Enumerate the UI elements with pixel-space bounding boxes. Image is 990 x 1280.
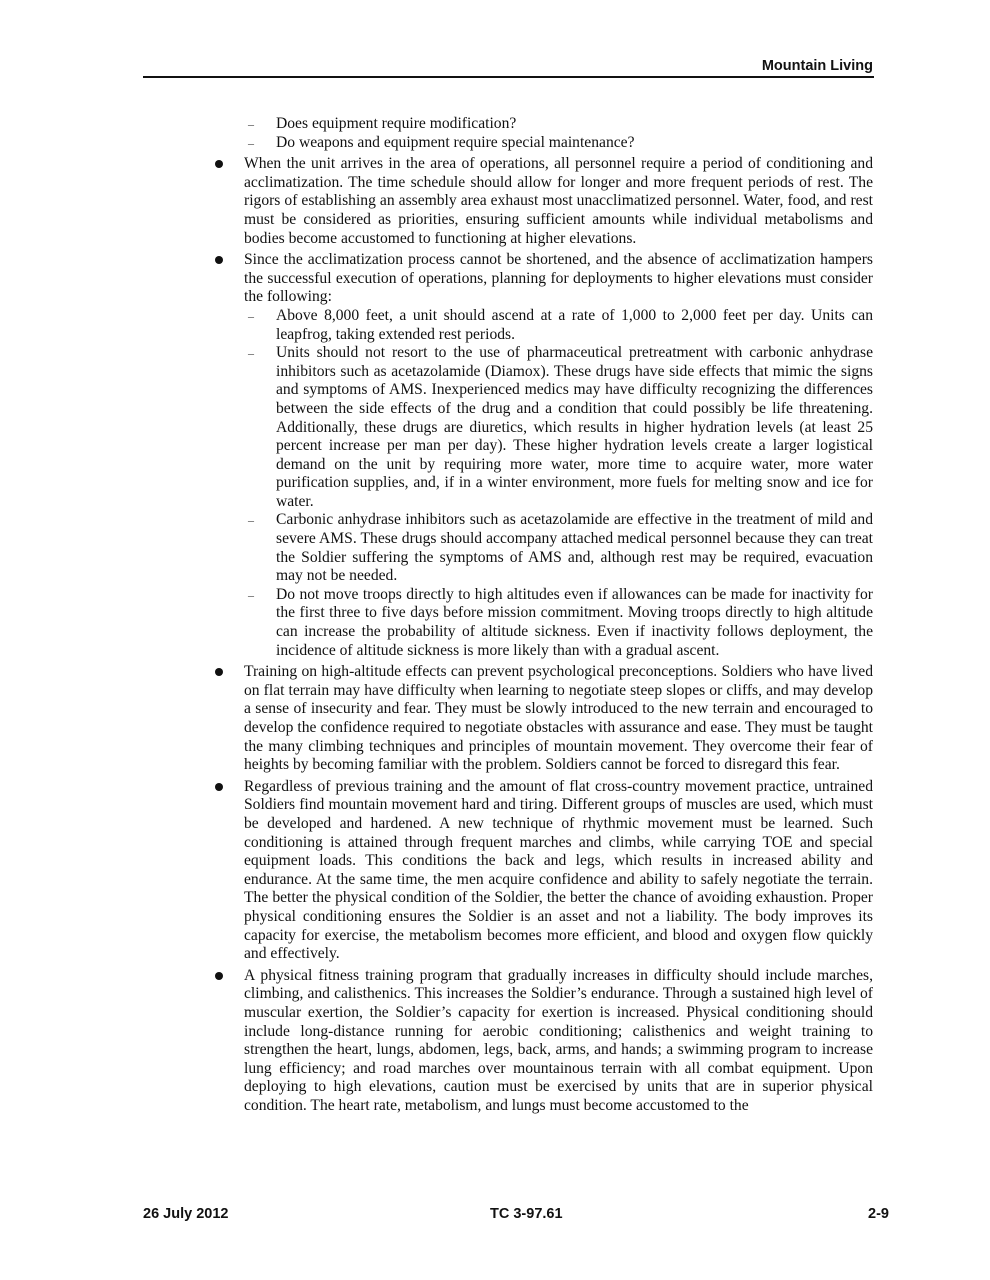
sub-item-text: Units should not resort to the use of pharmaceutical pretreatment with carbonic anhydrase inhibitors such as acetazolamide (Diamox). These drugs have side effects that mimic the signs and symptoms of AMS. Inexperienced medics may have difficulty recognizing the differences between the side effects of the drug and a condition that could possibly be life threatening. Additionally, these drugs are diuretics, which results in higher hydration levels (at least 25 percent increase per man per day). These higher hydration levels create a larger logistical demand on the unit by requiring more water, more time to acquire water, more water purification supplies, and, if in a winter environment, more fuels for melting snow and ice for water. (276, 344, 873, 510)
sub-list-item (212, 344, 873, 511)
dash-marker: – (248, 346, 254, 361)
bullet-item (212, 251, 873, 660)
sub-item-text: Does equipment require modification? (276, 115, 517, 132)
sub-list-item (212, 586, 873, 660)
dash-marker: – (248, 135, 254, 150)
bullet-marker (215, 783, 223, 791)
bullet-marker (215, 256, 223, 264)
bullet-text: Since the acclimatization process cannot be shortened, and the absence of acclimatization hampers the successful execution of operations, planning for deployments to higher elevations must consider the following: (244, 251, 873, 306)
dash-marker: – (248, 117, 254, 131)
sub-item-text: Do weapons and equipment require special maintenance? (276, 133, 635, 151)
footer-date: 26 July 2012 (143, 1206, 229, 1222)
bullet-item (212, 155, 873, 248)
bullet-marker (215, 972, 223, 980)
bullet-item (212, 778, 873, 964)
bullet-text: Regardless of previous training and the amount of flat cross-country movement practice, untrained Soldiers find mountain movement hard and tiring. Different groups of muscles are used, which must be developed and hardened. A new technique of rhythmic movement must be learned. Such conditioning is attained through frequent marches and climbs, while carrying TOE and special equipment loads. This conditions the back and legs, which results in increased ability and endurance. At the same time, the men acquire confidence and ability to safely negotiate the terrain. The better the physical condition of the Soldier, the better the chance of avoiding exhaustion. Proper physical conditioning ensures the Soldier is an asset and not a liability. The body improves its capacity for exercise, the metabolism becomes more efficient, and blood and oxygen flow quickly and effectively. (244, 777, 873, 963)
sub-list-item (212, 511, 873, 585)
bullet-marker (215, 668, 223, 676)
header-rule (143, 76, 874, 78)
sub-list-item (212, 134, 873, 153)
bullet-text: When the unit arrives in the area of operations, all personnel require a period of conditioning and acclimatization. The time schedule should allow for longer and more frequent periods of rest. The rigors of establishing an assembly area exhaust most unacclimatized personnel. Water, food, and rest must be considered as priorities, ensuring sufficient amounts while individual metabolisms and bodies become accustomed to functioning at higher elevations. (244, 155, 873, 247)
dash-marker: – (248, 587, 254, 602)
sub-list-item (212, 115, 873, 134)
bullet-item (212, 663, 873, 775)
page-body (212, 115, 873, 1115)
sub-item-text: Carbonic anhydrase inhibitors such as acetazolamide are effective in the treatment of mild and severe AMS. These drugs should accompany attached medical personnel because they can treat the Soldier suffering the symptoms of AMS and, although rest may be required, evacuation may not be needed. (276, 511, 873, 585)
footer-doc-id: TC 3-97.61 (490, 1206, 563, 1222)
bullet-marker (215, 160, 223, 168)
sub-list-item (212, 307, 873, 344)
dash-marker: – (248, 513, 254, 528)
sub-item-text: Do not move troops directly to high altitudes even if allowances can be made for inactivity for the first three to five days before mission commitment. Moving troops directly to high altitude can increase the probability of altitude sickness. Even if inactivity follows deployment, the incidence of altitude sickness is more likely than with a gradual ascent. (276, 585, 873, 659)
bullet-item (212, 967, 873, 1116)
footer-page-number: 2-9 (868, 1206, 889, 1222)
dash-marker: – (248, 308, 254, 323)
sub-item-text: Above 8,000 feet, a unit should ascend at a rate of 1,000 to 2,000 feet per day. Units can leapfrog, taking extended rest periods. (276, 306, 873, 343)
bullet-text: A physical fitness training program that gradually increases in difficulty should include marches, climbing, and calisthenics. This increases the Soldier’s endurance. Through a sustained high level of muscular exertion, the Soldier’s capacity for exertion is increased. Physical conditioning should include long-distance running for aerobic conditioning; calisthenics and weight training to strengthen the heart, lungs, abdomen, legs, back, arms, and hands; a swimming program to increase lung efficiency; and road marches over mountainous terrain with all combat equipment. Upon deploying to high elevations, caution must be exercised by units that are in superior physical condition. The heart rate, metabolism, and lungs must become accustomed to the (244, 966, 873, 1114)
running-header-title: Mountain Living (761, 58, 873, 74)
bullet-text: Training on high-altitude effects can prevent psychological preconceptions. Soldiers who have lived on flat terrain may have difficulty when learning to negotiate steep slopes or cliffs, and may develop a sense of insecurity and fear. They must be slowly introduced to the new terrain and encouraged to develop the confidence required to negotiate obstacles with assurance and ease. They must be taught the many climbing techniques and principles of mountain movement. They overcome their fear of heights by becoming familiar with the problem. Soldiers cannot be forced to disregard this fear. (244, 663, 873, 774)
